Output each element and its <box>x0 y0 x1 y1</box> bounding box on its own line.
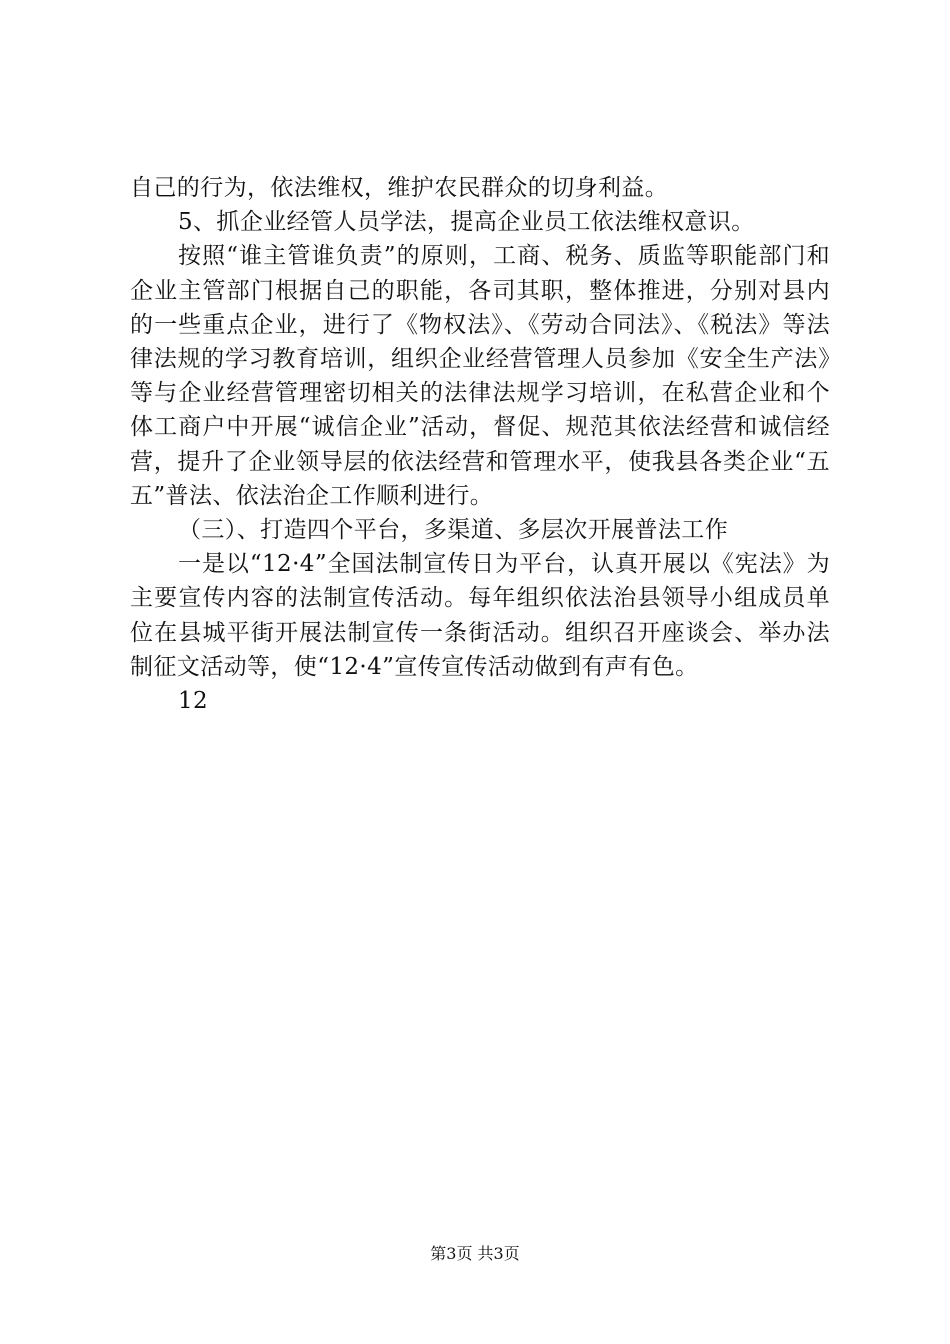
paragraph-enterprise-law: 按照“谁主管谁负责”的原则，工商、税务、质监等职能部门和企业主管部门根据自己的职能，各司其职，整体推进，分别对县内的一些重点企业，进行了《物权法》、《劳动合同法》、《税法》等法律法规的学习教育培训，组织企业经营管理人员参加《安全生产法》等与企业经营管理密切相关的法律法规学习培训，在私营企业和个体工商户中开展“诚信企业”活动，督促、规范其依法经营和诚信经营，提升了企业领导层的依法经营和管理水平，使我县各类企业“五五”普法、依法治企工作顺利进行。 <box>130 243 830 509</box>
page-number-footer: 第3页 共3页 <box>430 1244 520 1263</box>
paragraph-platform-one: 一是以“12·4”全国法制宣传日为平台，认真开展以《宪法》为主要宣传内容的法制宣传活动。每年组织依法治县领导小组成员单位在县城平街开展法制宣传一条街活动。组织召开座谈会、举办法制征文活动等，使“12·4”宣传宣传活动做到有声有色。 <box>130 551 830 680</box>
document-body <box>130 171 830 718</box>
paragraph-section-heading: （三）、打造四个平台，多渠道、多层次开展普法工作 <box>178 517 729 544</box>
paragraph-heading-5: 5、抓企业经管人员学法，提高企业员工依法维权意识。 <box>178 209 755 236</box>
paragraph-continuation: 自己的行为，依法维权，维护农民群众的切身利益。 <box>130 175 669 201</box>
paragraph-fragment: 12 <box>178 688 209 715</box>
